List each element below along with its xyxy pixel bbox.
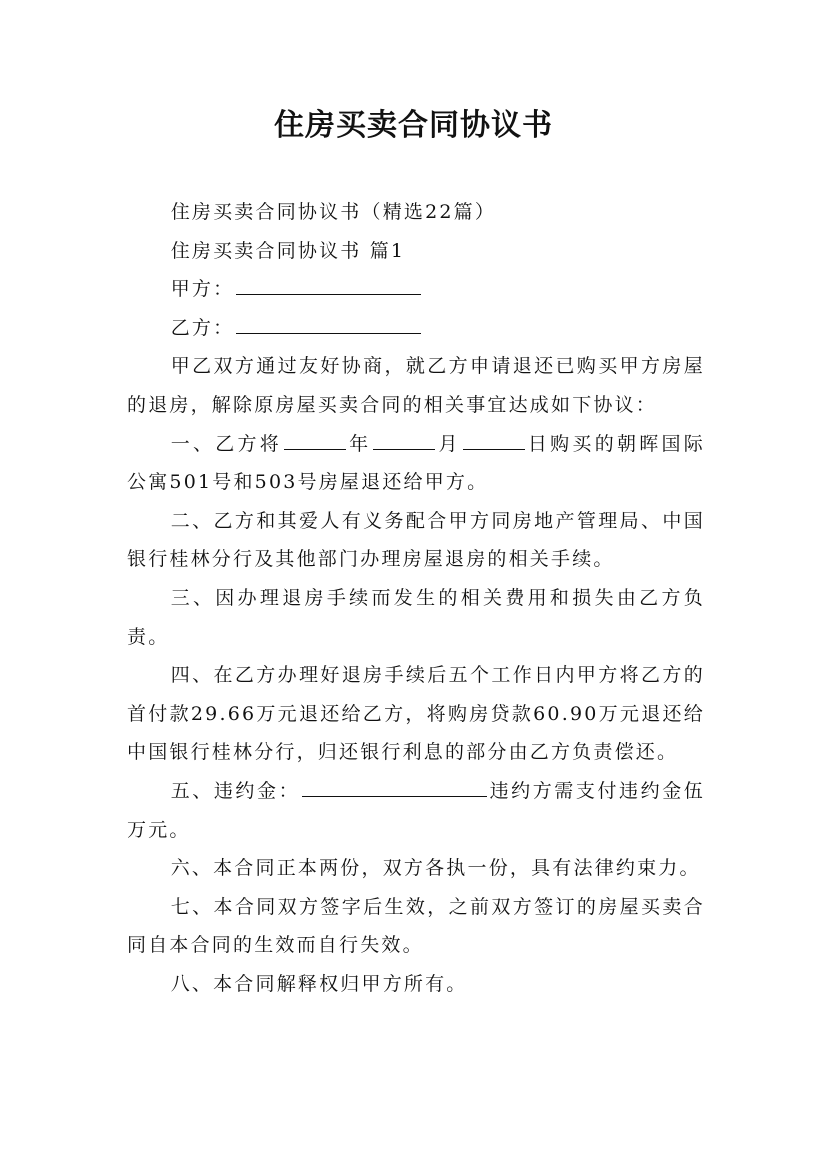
document-title: 住房买卖合同协议书 (274, 108, 553, 143)
clause-4: 四、在乙方办理好退房手续后五个工作日内甲方将乙方的首付款29.66万元退还给乙方，将购房贷款60.90万元退还给中国银行桂林分行，归还银行利息的部分由乙方负责偿还。 (127, 664, 705, 764)
party-a-line (127, 270, 705, 309)
clause-5-prefix: 五、违约金： (170, 779, 301, 802)
clause-5-suffix: 违约方需支付违约金伍万元。 (127, 779, 705, 841)
penalty-blank (302, 777, 487, 797)
day-blank (463, 430, 525, 450)
party-a-label: 甲方： (170, 278, 235, 301)
month-blank (373, 430, 435, 450)
clause-8: 八、本合同解释权归甲方所有。 (170, 972, 468, 995)
clause-6: 六、本合同正本两份，双方各执一份，具有法律约束力。 (170, 857, 701, 880)
clause-1-prefix: 一、乙方将 (170, 432, 283, 455)
intro-paragraph: 甲乙双方通过友好协商，就乙方申请退还已购买甲方房屋的退房，解除原房屋买卖合同的相关事宜达成如下协议： (127, 355, 705, 416)
clause-1-suffix: 日购买的朝晖国际公寓501号和503号房屋退还给甲方。 (127, 432, 706, 494)
section-heading: 住房买卖合同协议书 篇1 (170, 239, 406, 262)
document-subtitle: 住房买卖合同协议书（精选22篇） (170, 201, 497, 223)
clause-3: 三、因办理退房手续而发生的相关费用和损失由乙方负责。 (127, 586, 705, 648)
clause-7: 七、本合同双方签字后生效，之前双方签订的房屋买卖合同自本合同的生效而自行失效。 (127, 895, 705, 957)
party-b-line (127, 309, 705, 348)
clause-2: 二、乙方和其爱人有义务配合甲方同房地产管理局、中国银行桂林分行及其他部门办理房屋退房的相关手续。 (127, 509, 705, 571)
clause-1-month: 月 (437, 432, 461, 455)
year-blank (284, 430, 346, 450)
party-a-blank (236, 275, 421, 295)
clause-1-year: 年 (348, 432, 372, 455)
party-b-label: 乙方： (170, 316, 235, 339)
clause-1 (127, 425, 705, 502)
party-b-blank (236, 314, 421, 334)
document-body (127, 193, 705, 1003)
clause-5 (127, 772, 705, 849)
